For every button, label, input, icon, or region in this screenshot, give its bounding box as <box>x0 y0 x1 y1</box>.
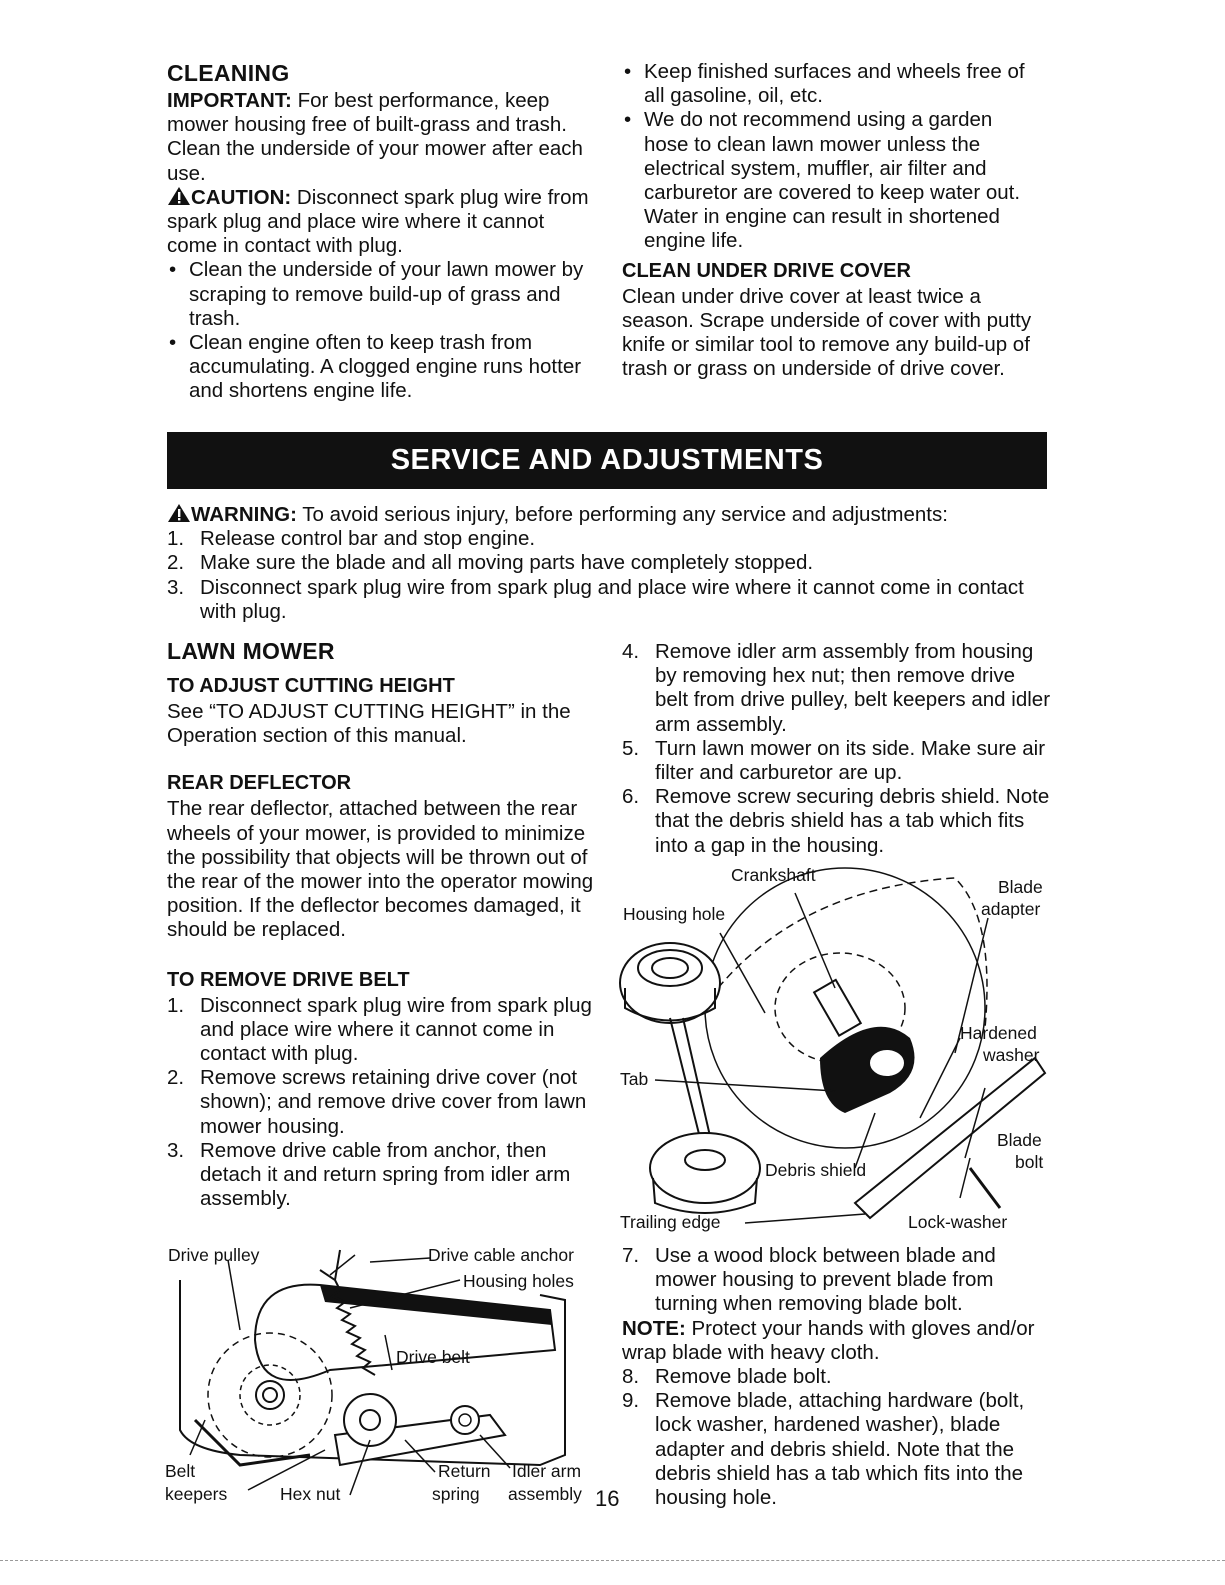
list-item: 3. Disconnect spark plug wire from spark plug and place wire where it cannot come in contact with plug. <box>167 575 1024 623</box>
label-hex-nut: Hex nut <box>280 1484 341 1504</box>
belt-band <box>320 1285 552 1325</box>
step-7 <box>622 1244 1052 1317</box>
label-assembly: assembly <box>508 1484 582 1504</box>
cleaning-heading: CLEANING <box>167 60 290 86</box>
label-washer: washer <box>983 1045 1040 1065</box>
top-wheel <box>620 943 720 1023</box>
clean-under-drive-cover-text: Clean under drive cover at least twice a season. Scrape underside of cover with putty knife or similar tool to remove any build-up of trash or grass on underside of drive cover. <box>622 284 1032 381</box>
label-bolt: bolt <box>1015 1152 1044 1172</box>
label-drive-pulley: Drive pulley <box>168 1245 260 1265</box>
rear-deflector-heading: REAR DEFLECTOR <box>167 772 352 795</box>
label-belt: Belt <box>165 1461 196 1481</box>
list-item: 9. Remove blade, attaching hardware (bolt, lock washer, hardened washer), blade adapter and debris shield. Note that the debris shield has a tab which fits into the housing hole. <box>622 1389 1025 1510</box>
steps-4-6 <box>622 640 1052 858</box>
remove-belt-steps <box>167 994 597 1212</box>
cleaning-bullets <box>167 258 597 403</box>
cleaning-right-bullets <box>622 60 1042 254</box>
bottom-rule <box>0 1560 1225 1561</box>
label-hardened: Hardened <box>960 1023 1037 1043</box>
label-keepers: keepers <box>165 1484 228 1504</box>
important-label: IMPORTANT: <box>167 89 292 112</box>
page-number: 16 <box>595 1486 620 1511</box>
note-text: Protect your hands with gloves and/or wrap blade with heavy cloth. <box>622 1316 1035 1364</box>
label-lock-washer: Lock-washer <box>908 1212 1008 1232</box>
label-drive-cable-anchor: Drive cable anchor <box>428 1245 574 1265</box>
lawn-mower-heading: LAWN MOWER <box>167 638 335 664</box>
note-label: NOTE: <box>622 1316 686 1340</box>
label-crankshaft: Crankshaft <box>731 865 816 885</box>
service-banner: SERVICE AND ADJUSTMENTS <box>167 432 1047 489</box>
warning-section <box>167 503 1047 624</box>
label-housing-holes: Housing holes <box>463 1271 574 1291</box>
caution-paragraph <box>167 186 597 259</box>
list-item: 7. Use a wood block between blade and mower housing to prevent blade from turning when removing blade bolt. <box>622 1244 996 1316</box>
remove-belt-heading: TO REMOVE DRIVE BELT <box>167 968 410 991</box>
list-item: • Clean engine often to keep trash from accumulating. A clogged engine runs hotter and shortens engine life. <box>167 331 597 404</box>
label-blade-2: Blade <box>997 1130 1042 1150</box>
important-text: For best performance, keep mower housing free of built-grass and trash. Clean the underside of your mower after each use. <box>167 89 583 185</box>
label-adapter: adapter <box>981 899 1041 919</box>
clean-under-drive-cover-heading: CLEAN UNDER DRIVE COVER <box>622 259 911 282</box>
drive-belt-figure <box>160 1240 610 1540</box>
list-item: 2. Make sure the blade and all moving parts have completely stopped. <box>167 551 814 575</box>
blade-bolt <box>970 1168 1000 1208</box>
label-idler-arm: Idler arm <box>512 1461 582 1481</box>
label-debris-shield: Debris shield <box>765 1160 867 1180</box>
right-steps-b <box>622 1244 1052 1510</box>
cleaning-right-section <box>622 60 1042 381</box>
drive-pulley-circle <box>208 1333 332 1457</box>
warning-triangle-icon <box>167 186 191 206</box>
list-item: • Keep finished surfaces and wheels free of all gasoline, oil, etc. <box>622 60 1042 108</box>
list-item: • Clean the underside of your lawn mower by scraping to remove build-up of grass and trash. <box>167 258 597 331</box>
label-drive-belt: Drive belt <box>396 1347 470 1367</box>
list-item: • We do not recommend using a garden hose to clean lawn mower unless the electrical system, muffler, air filter and carburetor are covered to keep water out. Water in engine can result in shortened engine life. <box>622 108 1042 253</box>
label-spring: spring <box>432 1484 480 1504</box>
caution-label: CAUTION: <box>191 185 292 209</box>
warning-steps <box>167 527 1047 624</box>
cutting-height-text: See “TO ADJUST CUTTING HEIGHT” in the Operation section of this manual. <box>167 700 571 748</box>
list-item: 3. Remove drive cable from anchor, then detach it and return spring from idler arm assembly. <box>167 1138 571 1211</box>
list-item: 8. Remove blade bolt. <box>622 1365 832 1389</box>
label-trailing-edge: Trailing edge <box>620 1212 721 1232</box>
caution-text: Disconnect spark plug wire from spark plug and place wire where it cannot come in contact with plug. <box>167 185 589 258</box>
list-item: 1. Disconnect spark plug wire from spark plug and place wire where it cannot come in contact with plug. <box>167 993 592 1066</box>
label-housing-hole: Housing hole <box>623 904 726 924</box>
important-paragraph <box>167 89 597 186</box>
cutting-height-heading: TO ADJUST CUTTING HEIGHT <box>167 675 455 697</box>
rear-deflector-text: The rear deflector, attached between the rear wheels of your mower, is provided to minimize the possibility that objects will be thrown out of the rear of the mower into the operator mowing position. If the deflector becomes damaged, it should be replaced. <box>167 797 594 942</box>
idler-pulley <box>344 1394 396 1446</box>
bottom-wheel <box>650 1133 760 1203</box>
cleaning-section <box>167 60 597 404</box>
list-item: 5. Turn lawn mower on its side. Make sure air filter and carburetor are up. <box>622 736 1046 785</box>
right-steps-a <box>622 640 1052 858</box>
warning-text: To avoid serious injury, before performing any service and adjustments: <box>296 503 948 526</box>
steps-8-9 <box>622 1365 1052 1510</box>
list-item: 4. Remove idler arm assembly from housing by removing hex nut; then remove drive belt from drive pulley, belt keepers and idler arm assembly. <box>622 640 1051 736</box>
warning-paragraph <box>167 503 1047 527</box>
warning-triangle-icon <box>167 503 191 523</box>
label-tab: Tab <box>620 1069 649 1089</box>
lawn-mower-section <box>167 638 597 1211</box>
list-item: 1. Release control bar and stop engine. <box>167 527 536 551</box>
label-blade: Blade <box>998 877 1043 897</box>
blade-figure <box>615 858 1055 1238</box>
list-item: 6. Remove screw securing debris shield. Note that the debris shield has a tab which fits into a gap in the housing. <box>622 785 1050 857</box>
label-return: Return <box>438 1461 491 1481</box>
list-item: 2. Remove screws retaining drive cover (not shown); and remove drive cover from lawn mower housing. <box>167 1066 587 1138</box>
warning-label: WARNING: <box>191 503 297 526</box>
note-paragraph <box>622 1317 1052 1365</box>
